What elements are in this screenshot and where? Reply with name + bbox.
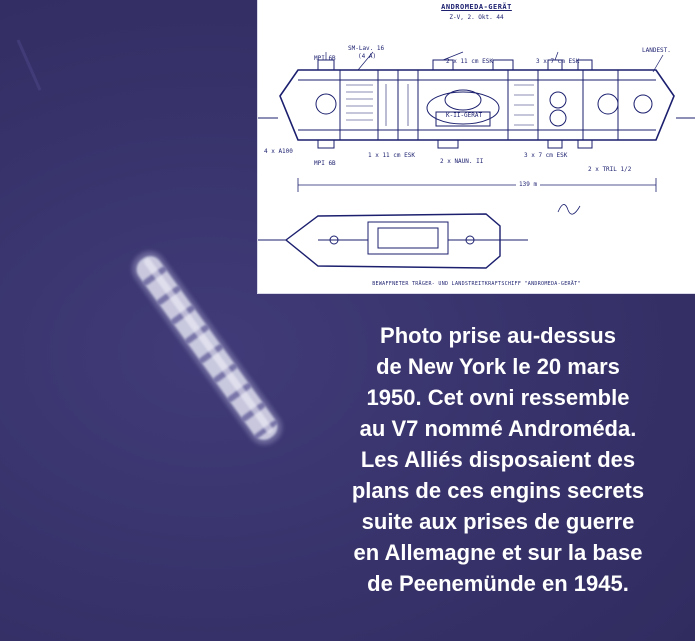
caption-line: au V7 nommé Androméda. bbox=[359, 416, 637, 441]
label-esk-top-2: 3 x 7 cm ESK bbox=[536, 58, 580, 65]
label-landest: LANDEST. bbox=[642, 47, 671, 54]
label-length: 139 m bbox=[516, 181, 540, 188]
blueprint-caption: BEWAFFNETER TRÄGER- UND LANDSTREITKRAFTSCHIFF "ANDROMEDA-GERÄT" bbox=[372, 281, 581, 287]
label-k-gerat: K-II-GERÄT bbox=[446, 112, 483, 119]
caption-line: en Allemagne et sur la base bbox=[353, 540, 643, 565]
caption-line: de New York le 20 mars bbox=[376, 354, 620, 379]
label-esk-top-1: 2 x 11 cm ESK bbox=[446, 58, 493, 65]
andromeda-blueprint bbox=[258, 0, 695, 293]
caption-line: plans de ces engins secrets bbox=[351, 478, 645, 503]
caption-line: de Peenemünde en 1945. bbox=[367, 571, 629, 596]
label-tril: 2 x TRIL 1/2 bbox=[588, 166, 632, 173]
label-naun: 2 x NAUN. II bbox=[440, 158, 484, 165]
label-sm-lav-sub: (4 A) bbox=[358, 53, 377, 60]
label-mpi-top: MPI 6B bbox=[314, 55, 336, 62]
label-mpi-bottom: MPI 6B bbox=[314, 160, 336, 167]
blueprint-drawing bbox=[258, 0, 695, 293]
caption-line: Photo prise au-dessus bbox=[380, 323, 616, 348]
label-esk-bottom-1: 1 x 11 cm ESK bbox=[368, 152, 415, 159]
caption-line: Les Alliés disposaient des bbox=[360, 447, 636, 472]
blueprint-title: ANDROMEDA-GERÄT bbox=[441, 3, 512, 11]
sky-streak bbox=[18, 40, 40, 90]
caption-line: 1950. Cet ovni ressemble bbox=[366, 385, 630, 410]
caption-line: suite aux prises de guerre bbox=[361, 509, 635, 534]
photo-caption bbox=[306, 320, 690, 599]
label-a100: 4 x A100 bbox=[264, 148, 293, 155]
label-esk-bottom-2: 3 x 7 cm ESK bbox=[524, 152, 568, 159]
label-sm-lav: SM-Lav. 16 bbox=[348, 45, 385, 52]
blueprint-date: Z-V, 2. Okt. 44 bbox=[449, 14, 504, 21]
